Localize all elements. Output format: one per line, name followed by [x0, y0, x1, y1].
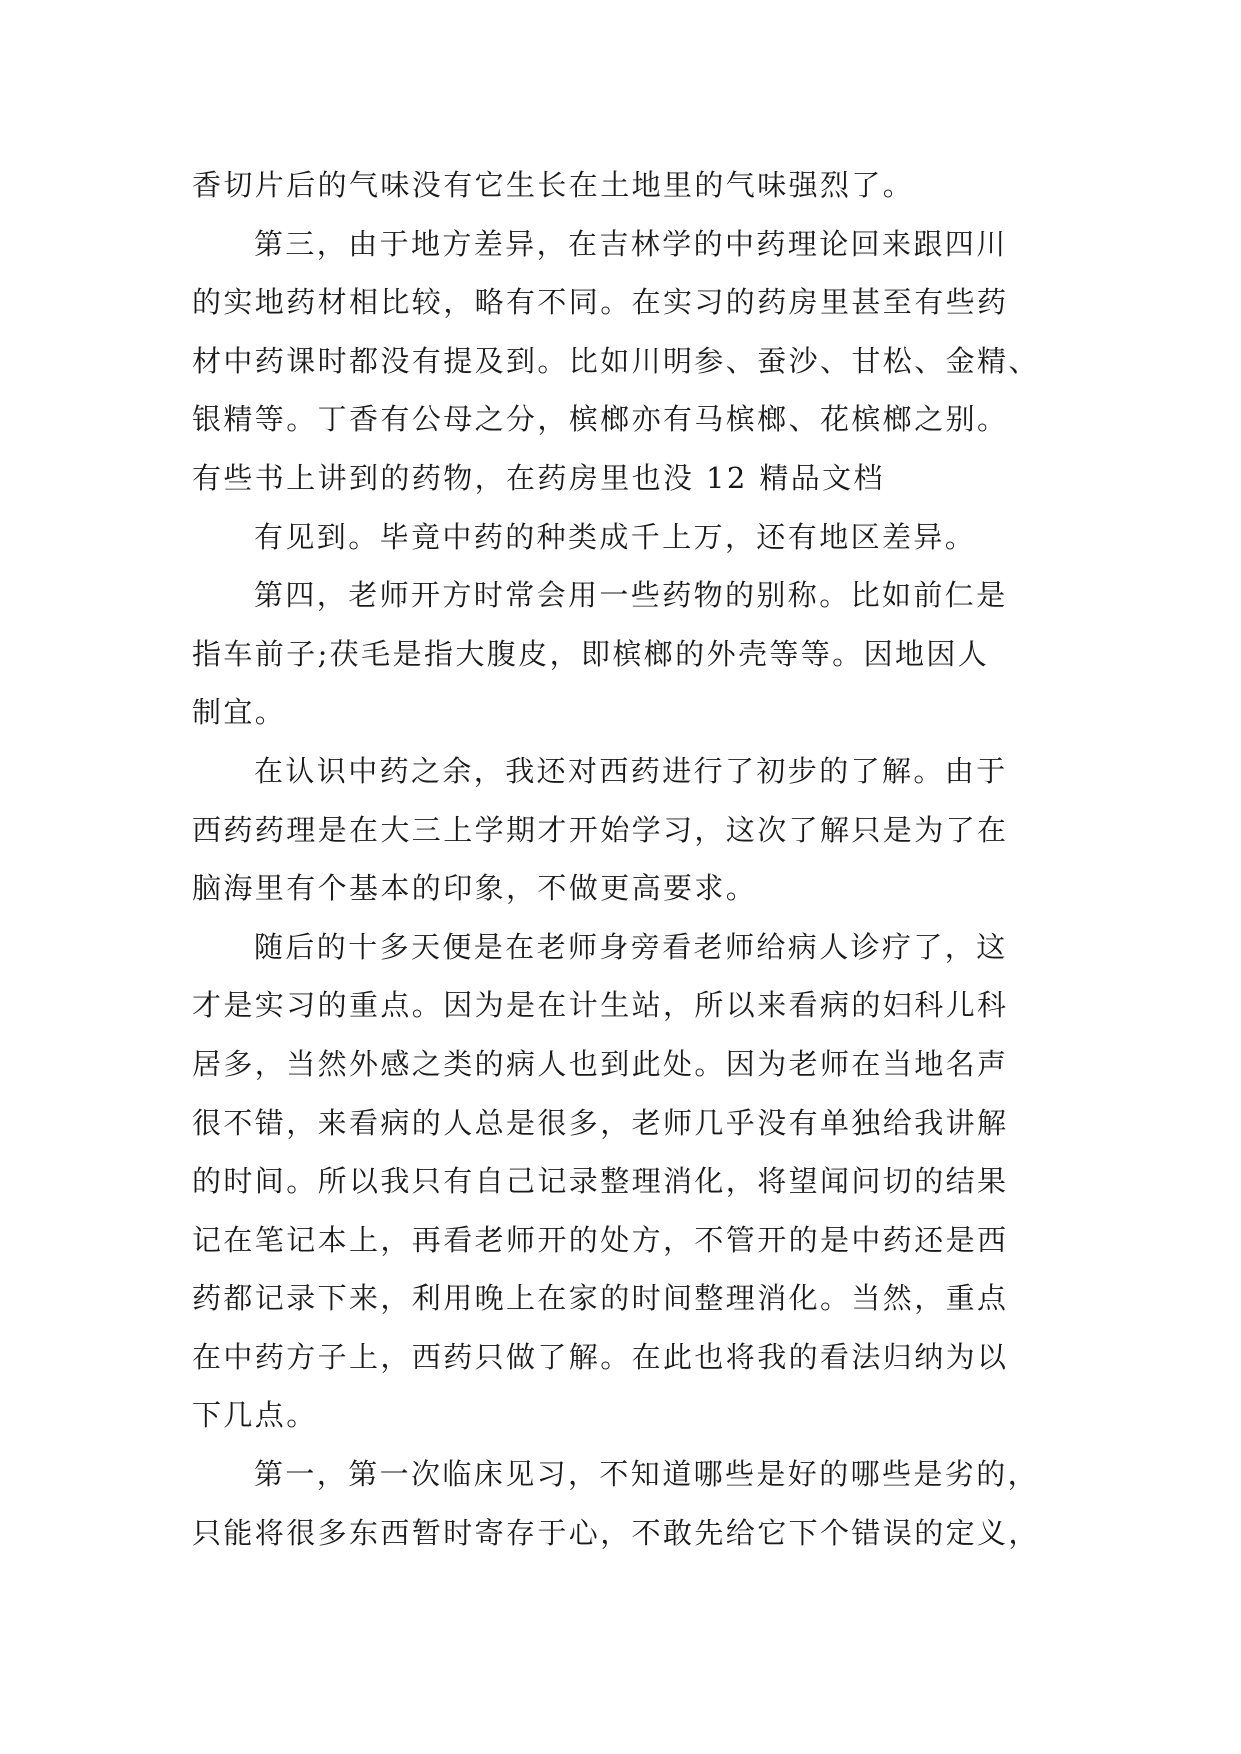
- text-line: 香切片后的气味没有它生长在土地里的气味强烈了。: [192, 168, 915, 202]
- text-line: 第三，由于地方差异，在吉林学的中药理论回来跟四川: [254, 226, 1008, 261]
- document-body: [192, 156, 1062, 1562]
- text-line: 只能将很多东西暂时寄存于心，不敢先给它下个错误的定义，: [192, 1515, 1040, 1550]
- text-line: 指车前子;茯毛是指大腹皮，即槟榔的外壳等等。因地因人: [192, 636, 990, 671]
- text-line: 制宜。: [192, 695, 287, 730]
- text-line: 有见到。毕竟中药的种类成千上万，还有地区差异。: [254, 519, 977, 554]
- text-line: 有些书上讲到的药物，在药房里也没 12 精品文档: [192, 460, 885, 495]
- text-line: 的实地药材相比较，略有不同。在实习的药房里甚至有些药: [192, 285, 1009, 320]
- text-line: 药都记录下来，利用晚上在家的时间整理消化。当然，重点: [192, 1281, 1009, 1316]
- text-line: 西药药理是在大三上学期才开始学习，这次了解只是为了在: [192, 812, 1009, 847]
- text-line: 居多，当然外感之类的病人也到此处。因为老师在当地名声: [192, 1046, 1009, 1081]
- text-line: 材中药课时都没有提及到。比如川明参、蚕沙、甘松、金精、: [192, 343, 1040, 378]
- text-line: 才是实习的重点。因为是在计生站，所以来看病的妇科儿科: [192, 988, 1009, 1023]
- text-line: 的时间。所以我只有自己记录整理消化，将望闻问切的结果: [192, 1164, 1009, 1199]
- text-line: 在中药方子上，西药只做了解。在此也将我的看法归纳为以: [192, 1339, 1009, 1374]
- text-line: 在认识中药之余，我还对西药进行了初步的了解。由于: [254, 753, 1008, 788]
- text-line: 脑海里有个基本的印象，不做更高要求。: [192, 871, 758, 906]
- text-line: 第四，老师开方时常会用一些药物的别称。比如前仁是: [254, 578, 1008, 613]
- text-line: 下几点。: [192, 1398, 318, 1433]
- text-line: 随后的十多天便是在老师身旁看老师给病人诊疗了，这: [254, 929, 1008, 964]
- text-line: 第一，第一次临床见习，不知道哪些是好的哪些是劣的，: [254, 1457, 1040, 1492]
- text-line: 银精等。丁香有公母之分，槟榔亦有马槟榔、花槟榔之别。: [192, 402, 1009, 437]
- text-line: 很不错，来看病的人总是很多，老师几乎没有单独给我讲解: [192, 1105, 1009, 1140]
- text-line: 记在笔记本上，再看老师开的处方，不管开的是中药还是西: [192, 1222, 1009, 1257]
